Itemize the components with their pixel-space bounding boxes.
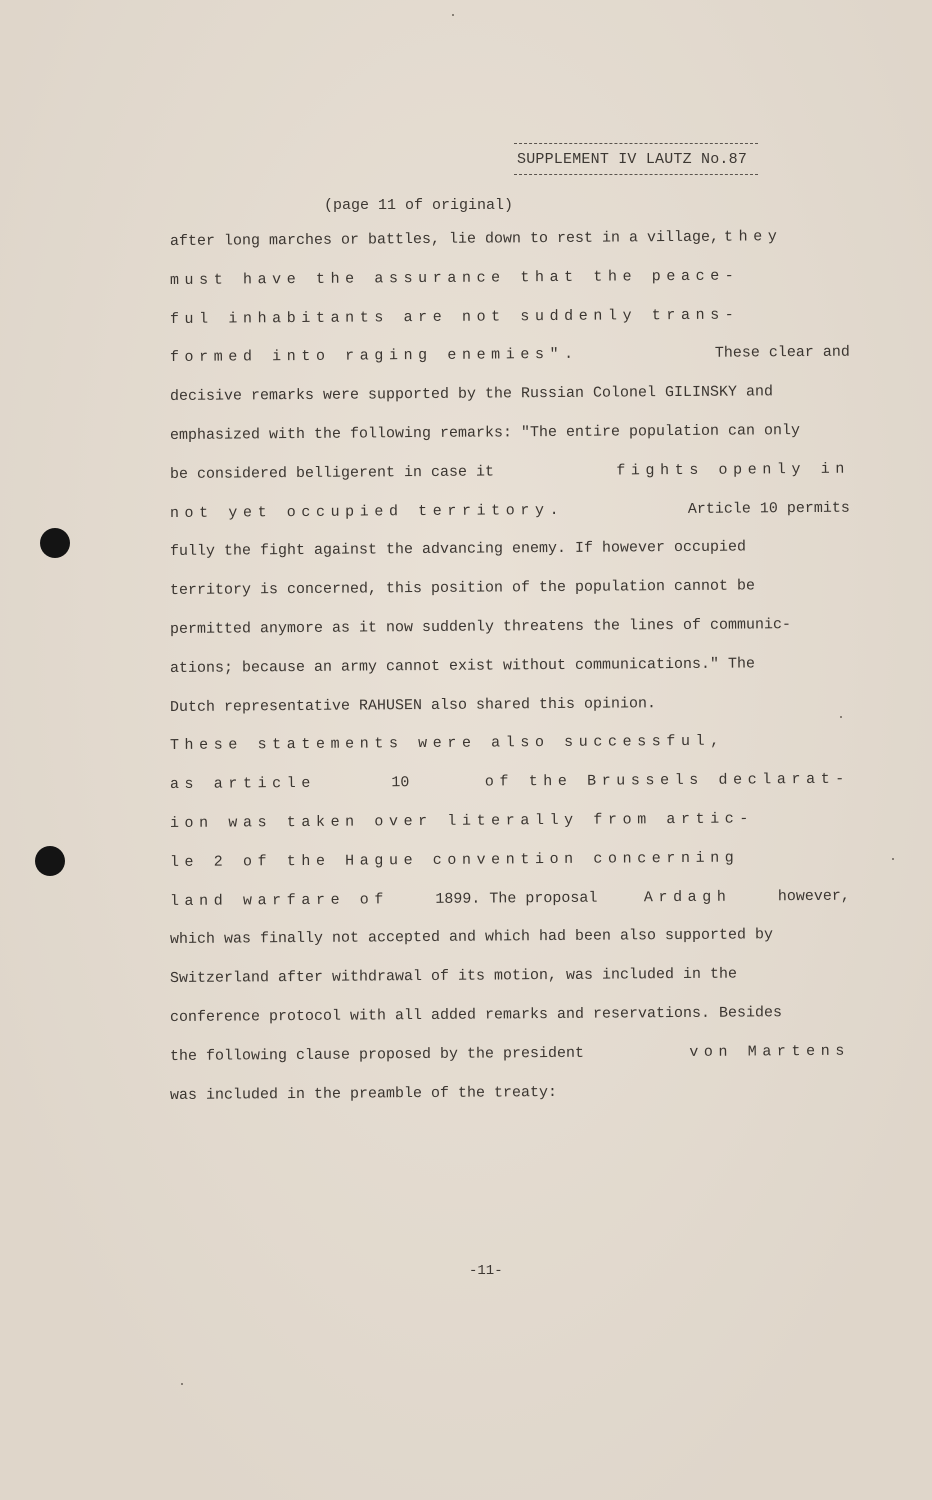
spaced-text-segment: not yet occupied territory. [169, 501, 565, 522]
spaced-text-segment: must have the assurance that the peace- [169, 267, 740, 289]
text-segment: territory is concerned, this position of the population cannot be [169, 577, 756, 600]
text-line [170, 808, 850, 852]
spaced-text-segment: le 2 of the Hague convention concerning [169, 849, 740, 871]
body-text [169, 228, 860, 1123]
document-header [514, 143, 758, 175]
text-segment: Switzerland after withdrawal of its motion, was included in the [169, 965, 738, 988]
text-line [170, 264, 850, 308]
punch-hole-bottom [35, 846, 65, 876]
text-segment: conference protocol with all added remarks and reservations. Besides [169, 1004, 783, 1026]
text-line [170, 381, 860, 425]
spaced-text-segment: fights openly in [616, 460, 850, 480]
text-segment: emphasized with the following remarks: "The entire population can only [169, 422, 801, 444]
text-line [170, 885, 850, 929]
text-segment: however, [777, 887, 850, 905]
text-segment: be considered belligerent in case it [169, 463, 495, 483]
spaced-text-segment: formed into raging enemies". [169, 346, 579, 367]
text-line [170, 497, 850, 541]
text-line [170, 691, 860, 735]
paper-speck [181, 1383, 183, 1385]
text-line [170, 342, 850, 386]
text-line [170, 769, 850, 813]
text-segment: after long marches or battles, lie down to rest in a village, [169, 228, 720, 251]
text-line [170, 1002, 860, 1046]
original-page-reference: (page 11 of original) [324, 197, 514, 214]
spaced-text-segment: ion was taken over literally from artic- [169, 810, 755, 832]
spaced-text-segment: of the Brussels declarat- [484, 770, 850, 791]
spaced-text-segment: von Martens [689, 1042, 850, 1061]
text-segment: which was finally not accepted and which had been also supported by [169, 926, 774, 949]
spaced-text-segment: ful inhabitants are not suddenly trans- [169, 306, 740, 328]
text-segment: Dutch representative RAHUSEN also shared this opinion. [169, 694, 657, 716]
text-segment: 1899. The proposal [435, 889, 598, 908]
spaced-text-segment: These statements were also successful, [169, 733, 725, 755]
text-line [170, 226, 860, 270]
spaced-text-segment: as article [169, 775, 317, 794]
text-segment: fully the fight against the advancing enemy. If however occupied [169, 538, 747, 561]
text-segment: 10 [391, 774, 410, 792]
text-segment: Article 10 permits [687, 499, 850, 518]
spaced-text-segment: land warfare of [169, 890, 390, 910]
header-rule-bottom [514, 174, 758, 175]
text-line [170, 1040, 850, 1084]
text-line [170, 924, 860, 968]
text-line [170, 963, 860, 1007]
paper-speck [452, 14, 454, 16]
page-number: -11- [469, 1263, 503, 1279]
text-line [170, 420, 860, 464]
text-line [170, 303, 850, 347]
header-title: SUPPLEMENT IV LAUTZ No.87 [517, 151, 748, 168]
text-line [170, 575, 860, 619]
text-line [170, 846, 850, 890]
paper-speck [892, 858, 894, 860]
spaced-text-segment: Ardagh [643, 888, 732, 906]
text-segment: ations; because an army cannot exist without communications." The [169, 655, 756, 677]
text-segment: decisive remarks were supported by the Russian Colonel GILINSKY and [169, 383, 774, 406]
text-line [170, 1079, 860, 1123]
spaced-text-segment: they [723, 228, 783, 246]
text-line [170, 652, 860, 696]
text-line [170, 536, 860, 580]
text-segment: was included in the preamble of the treaty: [169, 1083, 558, 1104]
text-segment: the following clause proposed by the president [169, 1044, 585, 1065]
text-line [170, 730, 850, 774]
punch-hole-top [40, 528, 70, 558]
text-line [170, 458, 850, 502]
text-segment: permitted anymore as it now suddenly threatens the lines of communic- [169, 616, 792, 638]
text-segment: These clear and [714, 344, 850, 363]
text-line [170, 614, 860, 658]
